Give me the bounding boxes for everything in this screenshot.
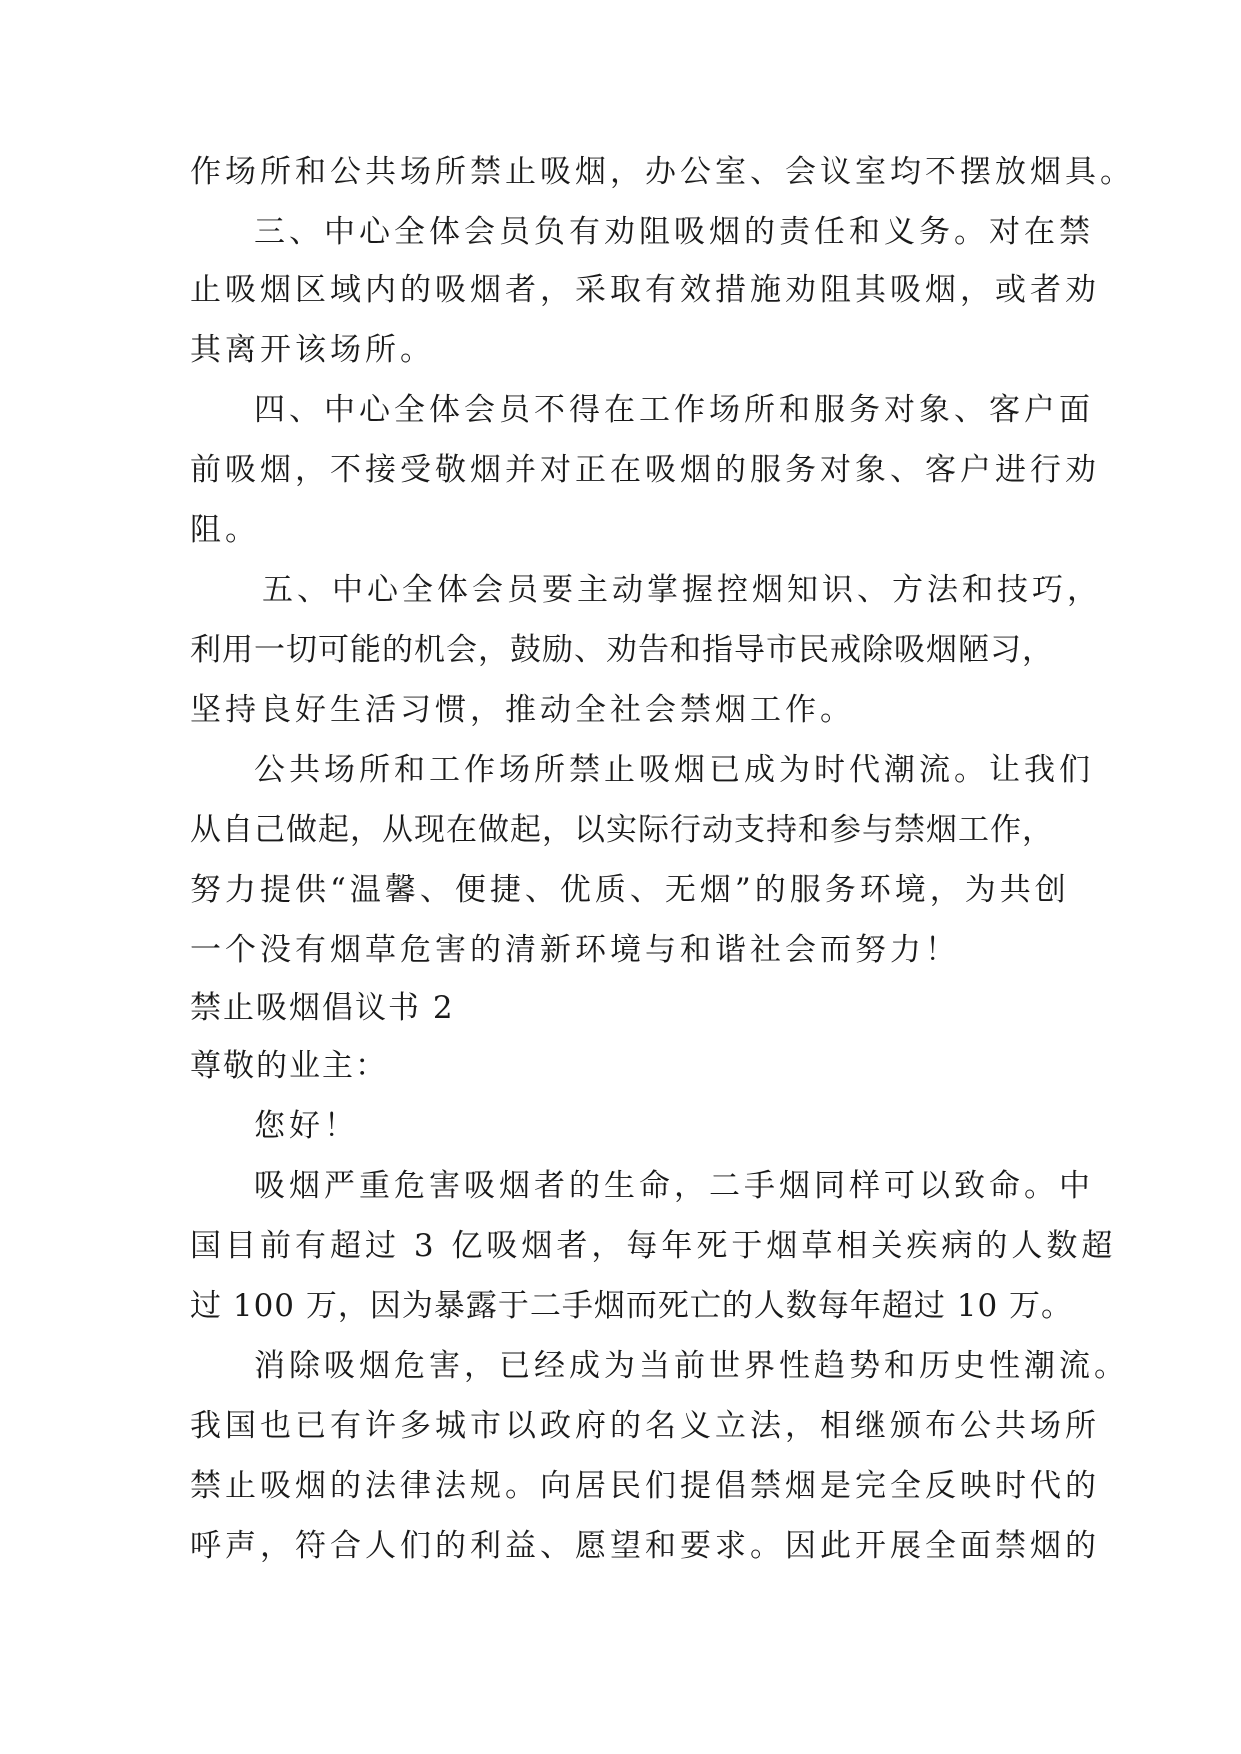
text-line: 过 100 万，因为暴露于二手烟而死亡的人数每年超过 10 万。 [190,1288,1074,1324]
text-line: 坚持良好生活习惯，推动全社会禁烟工作。 [190,692,855,728]
salutation: 尊敬的业主： [190,1048,388,1084]
text-line: 止吸烟区域内的吸烟者，采取有效措施劝阻其吸烟，或者劝 [190,272,1100,308]
text-line: 前吸烟，不接受敬烟并对正在吸烟的服务对象、客户进行劝 [190,452,1100,488]
section-title: 禁止吸烟倡议书 2 [190,990,455,1026]
text-line: 努力提供“温馨、便捷、优质、无烟”的服务环境，为共创 [190,872,1070,908]
text-line: 四、中心全体会员不得在工作场所和服务对象、客户面 [254,392,1094,428]
text-line: 国目前有超过 3 亿吸烟者，每年死于烟草相关疾病的人数超 [190,1228,1117,1264]
text-line: 消除吸烟危害，已经成为当前世界性趋势和历史性潮流。 [254,1348,1129,1384]
text-line: 五、中心全体会员要主动掌握控烟知识、方法和技巧， [262,572,1102,608]
text-line: 呼声，符合人们的利益、愿望和要求。因此开展全面禁烟的 [190,1528,1100,1564]
text-line: 禁止吸烟的法律法规。向居民们提倡禁烟是完全反映时代的 [190,1468,1100,1504]
greeting: 您好！ [254,1108,359,1144]
text-line: 从自己做起，从现在做起，以实际行动支持和参与禁烟工作， [190,812,1054,848]
text-line: 我国也已有许多城市以政府的名义立法，相继颁布公共场所 [190,1408,1100,1444]
text-line: 利用一切可能的机会，鼓励、劝告和指导市民戒除吸烟陋习， [190,632,1054,668]
text-line: 阻。 [190,512,260,548]
text-line: 三、中心全体会员负有劝阻吸烟的责任和义务。对在禁 [254,214,1094,250]
text-line: 作场所和公共场所禁止吸烟，办公室、会议室均不摆放烟具。 [190,154,1135,190]
text-line: 一个没有烟草危害的清新环境与和谐社会而努力！ [190,932,960,968]
text-line: 其离开该场所。 [190,332,435,368]
text-line: 吸烟严重危害吸烟者的生命，二手烟同样可以致命。中 [254,1168,1094,1204]
text-line: 公共场所和工作场所禁止吸烟已成为时代潮流。让我们 [254,752,1094,788]
